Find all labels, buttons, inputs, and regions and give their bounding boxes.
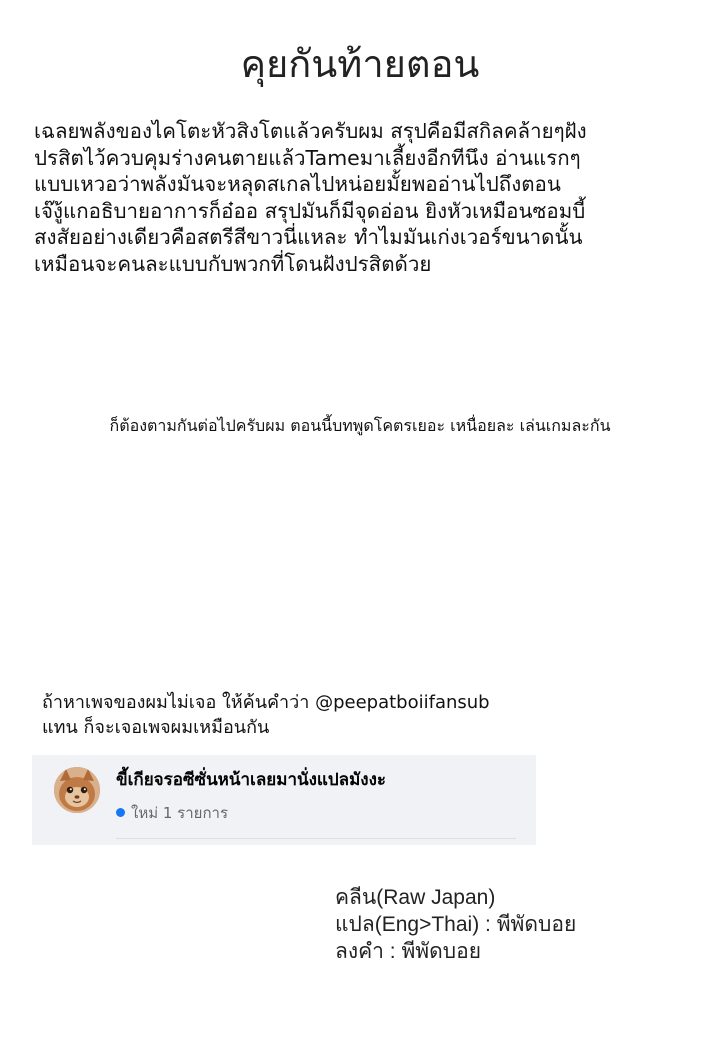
notes-line: เหมือนจะคนละแบบกับพวกที่โดนฝังปรสิตด้วย (34, 251, 432, 276)
notes-line: แบบเหวอว่าพลังมันจะหลุดสเกลไปหน่อยมั้ยพออ่านไปถึงตอน (34, 172, 561, 196)
page-name-link[interactable]: ขี้เกียจรอซีซั่นหน้าเลยมานั่งแปลมังงะ (116, 770, 387, 790)
cat-face-icon (54, 767, 100, 813)
facebook-page-card[interactable] (32, 755, 536, 845)
page-title: คุยกันท้ายตอน (240, 42, 480, 86)
credit-clean: คลีน(Raw Japan) (335, 886, 496, 909)
new-items-label: ใหม่ 1 รายการ (131, 804, 229, 822)
notes-line: สงสัยอย่างเดียวคือสตรีสีขาวนี่แหละ ทำไมมันเก่งเวอร์ขนาดนั้น (34, 225, 583, 249)
notes-line: เจ๊งู้แกอธิบายอาการก็อ๋ออ สรุปมันก็มีจุดอ่อน ยิงหัวเหมือนซอมบี้ (34, 198, 586, 223)
follow-note: ก็ต้องตามกันต่อไปครับผม ตอนนี้บทพูดโคตรเยอะ เหนื่อยละ เล่นเกมละกัน (109, 416, 611, 435)
search-hint-line-2: แทน ก็จะเจอเพจผมเหมือนกัน (42, 717, 270, 738)
card-divider (116, 838, 516, 839)
page-avatar-icon[interactable] (54, 767, 100, 813)
credit-translate: แปล(Eng>Thai) : พีพัดบอย (335, 913, 577, 936)
page-search-hint (42, 690, 662, 740)
new-items-indicator[interactable] (116, 803, 228, 823)
notes-line: ปรสิตไว้ควบคุมร่างคนตายแล้วTameมาเลี้ยงอีกทีนึง อ่านแรกๆ (34, 145, 581, 170)
blue-dot-icon (116, 808, 125, 817)
search-hint-line-1: ถ้าหาเพจของผมไม่เจอ ให้ค้นคำว่า @peepatboiifansub (42, 692, 490, 713)
credit-typeset: ลงคำ : พีพัดบอย (335, 940, 482, 963)
notes-line: เฉลยพลังของไคโตะหัวสิงโตแล้วครับผม สรุปคือมีสกิลคล้ายๆฝัง (34, 119, 587, 143)
end-of-chapter-notes (34, 118, 704, 277)
credits-block (335, 884, 576, 965)
